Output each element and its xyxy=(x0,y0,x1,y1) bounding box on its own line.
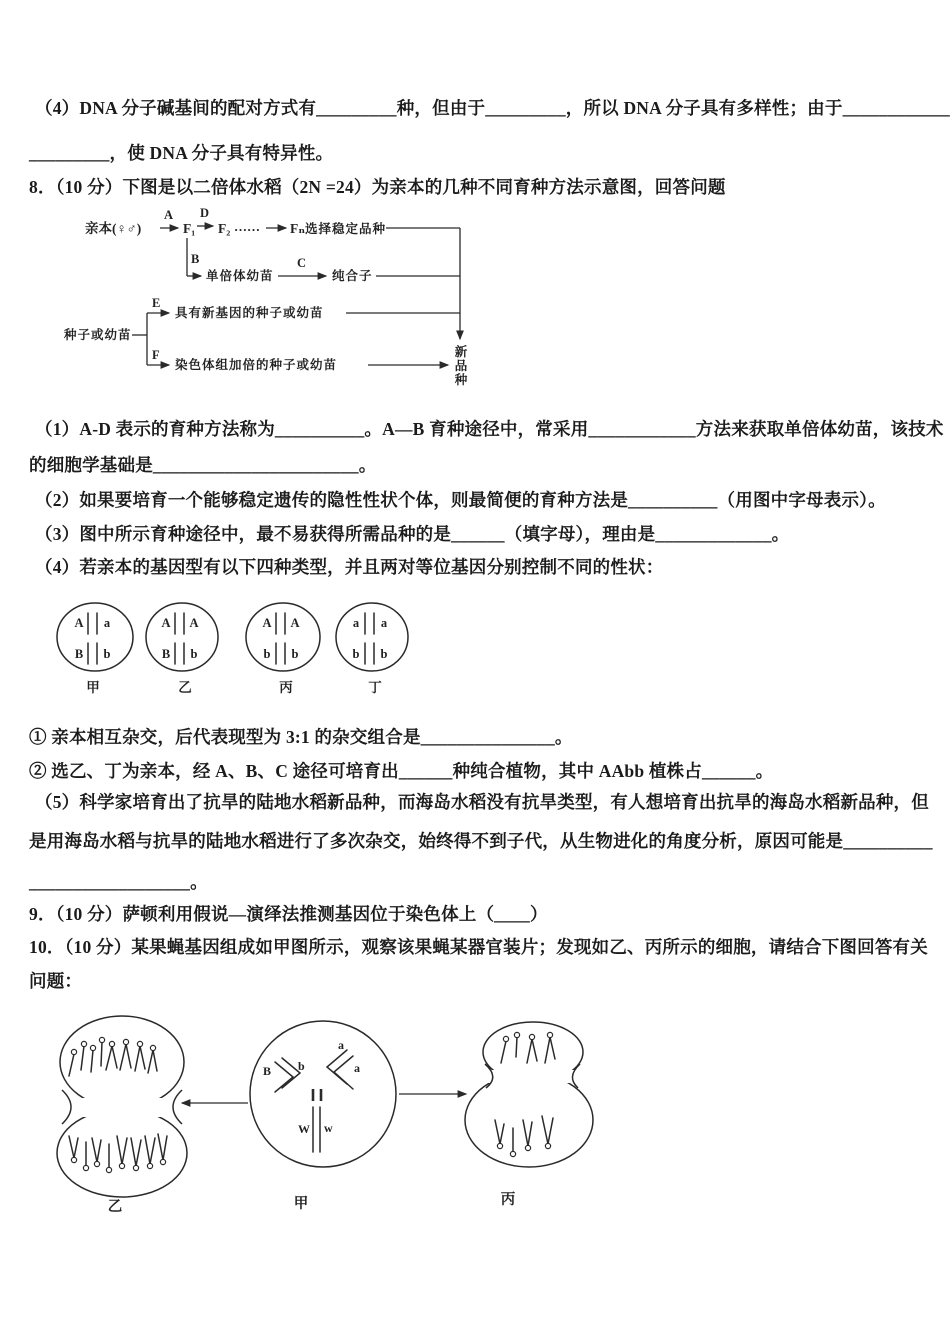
breeding-method-flowchart xyxy=(50,206,480,398)
q8-sub5-line1: （5）科学家培育出了抗旱的陆地水稻新品种，而海岛水稻没有抗旱类型，有人想培育出抗旱的海岛水稻新品种，但 xyxy=(35,792,929,812)
arrow-b-label: B xyxy=(191,252,200,266)
arrow-e-label: E xyxy=(152,296,161,310)
gene-a-side-label: a xyxy=(354,1061,360,1075)
q8-sub3: （3）图中所示育种途径中，最不易获得所需品种的是______（填字母），理由是_____________。 xyxy=(35,524,790,544)
select-stable-label: 选择稳定品种 xyxy=(305,222,387,236)
gene-letter: A xyxy=(262,616,272,630)
chromosomes-top xyxy=(501,1032,555,1063)
gene-letter: b xyxy=(380,647,388,661)
q10-stem-line2: 问题： xyxy=(29,971,83,991)
gene-letter: B xyxy=(161,647,171,661)
cell-name-label: 乙 xyxy=(178,680,192,695)
gene-letter: A xyxy=(74,616,84,630)
chromosomes-bottom xyxy=(495,1116,553,1157)
cell-jia-genome xyxy=(250,1021,396,1167)
cell-yi-anaphase xyxy=(57,1016,187,1197)
q8-sub1-line1: （1）A-D 表示的育种方法称为__________。A—B 育种途径中，常采用____________方法来获取单倍体幼苗，该技术 xyxy=(35,419,944,439)
label-yi: 乙 xyxy=(107,1199,123,1215)
q8-sub4-circle2: ② 选乙、丁为亲本，经 A、B、C 途径可培育出______种纯合植物，其中 AAbb 植株占______。 xyxy=(29,761,774,781)
gene-letter: b xyxy=(291,647,299,661)
f1-label: F₁ xyxy=(183,221,196,236)
parent-label: 亲本(♀♂) xyxy=(85,221,142,236)
q7-4-line1: （4）DNA 分子碱基间的配对方式有_________种，但由于_________，所以 DNA 分子具有多样性；由于____________ xyxy=(35,98,950,118)
homozygote-label: 纯合子 xyxy=(332,269,373,283)
arrow-c-label: C xyxy=(297,256,307,270)
cell-name-label: 甲 xyxy=(86,680,100,695)
genotype-cell-bing xyxy=(246,603,320,695)
gene-letter: b xyxy=(263,647,271,661)
q10-stem-line1: 10．（10 分）某果蝇基因组成如甲图所示，观察该果蝇某器官装片；发现如乙、丙所示的细胞，请结合下图回答有关 xyxy=(29,937,928,957)
gene-letter: b xyxy=(190,647,198,661)
new-variety-char1: 新 xyxy=(454,345,468,359)
arrow-d-label: D xyxy=(200,206,210,220)
gene-letter: b xyxy=(352,647,360,661)
gene-W-label: W xyxy=(298,1122,310,1136)
q8-sub5-line3: __________________。 xyxy=(29,872,208,892)
cell-bing-anaphase xyxy=(465,1022,593,1167)
seed-label: 种子或幼苗 xyxy=(64,328,132,342)
gene-letter: a xyxy=(103,616,111,630)
f2-label: F₂ xyxy=(218,221,231,236)
q8-sub4: （4）若亲本的基因型有以下四种类型，并且两对等位基因分别控制不同的性状： xyxy=(35,557,664,577)
gene-letter: B xyxy=(74,647,84,661)
genotype-cell-ding xyxy=(336,603,408,695)
genotype-cell-jia xyxy=(57,603,133,695)
gene-a-top-label: a xyxy=(338,1038,344,1052)
genotype-cells-diagram xyxy=(45,592,415,700)
dots-label: …… xyxy=(234,219,260,234)
q7-4-line2: _________，使 DNA 分子具有特异性。 xyxy=(29,143,334,163)
q8-stem: 8．（10 分）下图是以二倍体水稻（2N =24）为亲本的几种不同育种方法示意图，回答问题 xyxy=(29,177,726,197)
fruit-fly-cells-diagram xyxy=(40,1008,600,1223)
chromosomes-top xyxy=(69,1037,157,1076)
doubled-label: 染色体组加倍的种子或幼苗 xyxy=(175,358,338,372)
gene-letter: b xyxy=(103,647,111,661)
new-gene-label: 具有新基因的种子或幼苗 xyxy=(175,306,324,320)
arrow-a-label: A xyxy=(164,208,174,222)
cell-name-label: 丙 xyxy=(279,680,293,695)
gene-w-label: w xyxy=(324,1121,333,1135)
new-variety-char2: 品 xyxy=(454,359,468,373)
label-jia: 甲 xyxy=(293,1196,309,1212)
chromosomes-bottom xyxy=(69,1134,167,1173)
q9-stem: 9．（10 分）萨顿利用假说—演绎法推测基因位于染色体上（____） xyxy=(29,904,548,924)
gene-letter: A xyxy=(290,616,300,630)
haploid-label: 单倍体幼苗 xyxy=(206,269,274,283)
gene-letter: a xyxy=(380,616,388,630)
gene-letter: A xyxy=(189,616,199,630)
genotype-cell-yi xyxy=(146,603,218,695)
new-variety-char3: 种 xyxy=(454,373,468,387)
q8-sub1-line2: 的细胞学基础是_______________________。 xyxy=(29,455,377,475)
arrow-f-label: F xyxy=(152,348,160,362)
q8-sub2: （2）如果要培育一个能够稳定遗传的隐性性状个体，则最简便的育种方法是__________（用图中字母表示）。 xyxy=(35,490,886,510)
cell-name-label: 丁 xyxy=(368,680,382,695)
gene-letter: a xyxy=(352,616,360,630)
gene-B-label: B xyxy=(262,1064,271,1078)
fn-label: Fₙ xyxy=(290,221,306,236)
q8-sub5-line2: 是用海岛水稻与抗旱的陆地水稻进行了多次杂交，始终得不到子代，从生物进化的角度分析，原因可能是__________ xyxy=(29,831,933,851)
gene-b-label: b xyxy=(298,1059,305,1073)
gene-letter: A xyxy=(161,616,171,630)
label-bing: 丙 xyxy=(500,1192,516,1208)
q8-sub4-circle1: ① 亲本相互杂交，后代表现型为 3:1 的杂交组合是_______________。 xyxy=(29,727,573,747)
